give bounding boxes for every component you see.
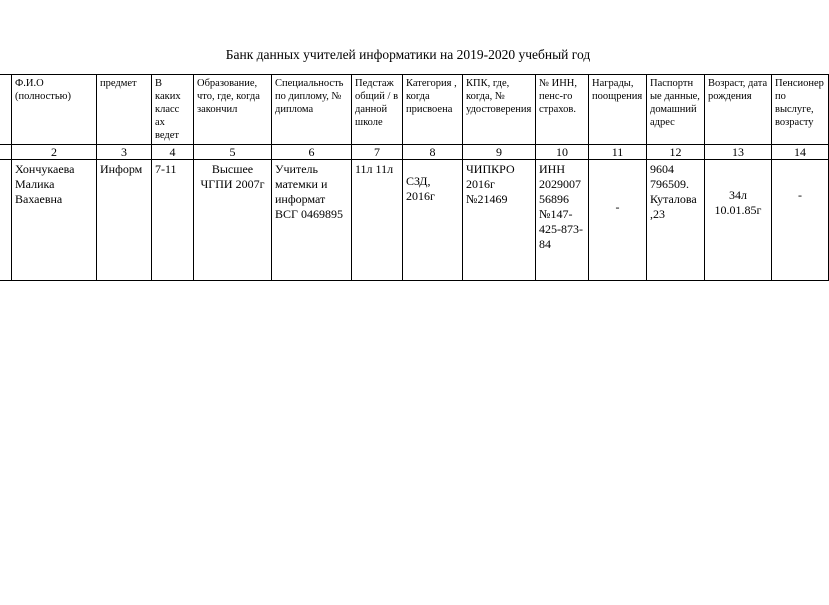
teachers-table (0, 74, 829, 281)
column-number: 7 (352, 145, 403, 160)
column-number: 9 (463, 145, 536, 160)
header-cell-subject: предмет (97, 75, 152, 145)
header-cell-kpk: КПК, где, когда, № удостоверения (463, 75, 536, 145)
row-index-cell (0, 160, 12, 281)
column-number-row (0, 145, 829, 160)
header-cell-education: Образование, что, где, когда закончил (194, 75, 272, 145)
header-cell-category: Категория , когда присвоена (403, 75, 463, 145)
specialty-cell: Учитель матемки и информат ВСГ 0469895 (272, 160, 352, 281)
header-cell-pension: Пенсионер по выслуге, возрасту (772, 75, 829, 145)
column-number: 10 (536, 145, 589, 160)
column-number: 12 (647, 145, 705, 160)
header-cell-awards: Награды, поощрения (589, 75, 647, 145)
column-number (0, 145, 12, 160)
education-cell: Высшее ЧГПИ 2007г (194, 160, 272, 281)
header-cell-specialty: Специальность по диплому, № диплома (272, 75, 352, 145)
page-title: Банк данных учителей информатики на 2019-2020 учебный год (225, 47, 591, 62)
table-row (0, 160, 829, 281)
subject-cell: Информ (97, 160, 152, 281)
header-cell-classes: В каких класс ах ведет (152, 75, 194, 145)
awards-cell: - (589, 160, 647, 281)
fio-cell: Хончукаева Малика Вахаевна (12, 160, 97, 281)
header-cell-index (0, 75, 12, 145)
kpk-cell: ЧИПКРО 2016г №21469 (463, 160, 536, 281)
experience-cell: 11л 11л (352, 160, 403, 281)
column-number: 8 (403, 145, 463, 160)
column-number: 3 (97, 145, 152, 160)
header-cell-inn: № ИНН, пенс-го страхов. (536, 75, 589, 145)
column-number: 6 (272, 145, 352, 160)
header-cell-experience: Педстаж общий / в данной школе (352, 75, 403, 145)
header-row (0, 75, 829, 145)
header-cell-passport: Паспортн ые данные, домашний адрес (647, 75, 705, 145)
category-cell: СЗД, 2016г (403, 160, 463, 281)
passport-cell: 9604 796509. Куталова ,23 (647, 160, 705, 281)
age-cell: 34л 10.01.85г (705, 160, 772, 281)
header-cell-age: Возраст, дата рождения (705, 75, 772, 145)
header-cell-fio: Ф.И.О (полностью) (12, 75, 97, 145)
pension-cell: - (772, 160, 829, 281)
column-number: 14 (772, 145, 829, 160)
column-number: 2 (12, 145, 97, 160)
classes-cell: 7-11 (152, 160, 194, 281)
column-number: 13 (705, 145, 772, 160)
inn-cell: ИНН 2029007 56896 №147-425-873-84 (536, 160, 589, 281)
column-number: 4 (152, 145, 194, 160)
column-number: 11 (589, 145, 647, 160)
column-number: 5 (194, 145, 272, 160)
